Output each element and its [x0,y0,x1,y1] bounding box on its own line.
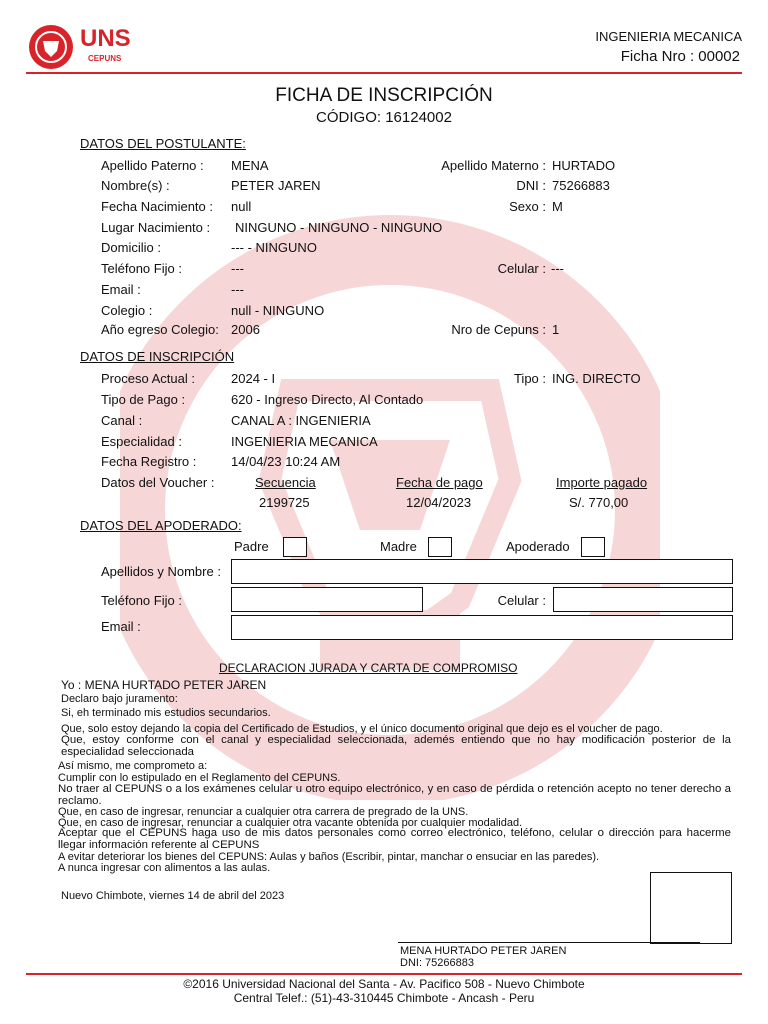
label-fecha-registro: Fecha Registro : [101,454,197,469]
value-lugar-nacimiento: NINGUNO - NINGUNO - NINGUNO [235,220,443,235]
label-sexo: Sexo : [509,199,546,214]
label-apoderado-nombre: Apellidos y Nombre : [101,564,221,579]
declaracion-p10: A evitar deteriorar los bienes del CEPUNS: Aulas y baños (Escribir, pintar, manchar o ensuciar en las paredes). [58,851,600,863]
value-especialidad: INGENIERIA MECANICA [231,434,378,449]
voucher-value-importe: S/. 770,00 [569,495,629,510]
label-celular: Celular : [497,261,546,276]
declaracion-declaro: Declaro bajo juramento: [61,693,178,705]
ficha-number: Ficha Nro : 00002 [620,48,740,65]
uns-logo [28,22,138,72]
school-name: INGENIERIA MECANICA [595,29,742,44]
value-telefono: --- [231,261,244,276]
declaracion-p11: A nunca ingresar con alimentos a las aulas. [58,862,271,874]
declaracion-p4: Así mismo, me comprometo a: [58,760,208,772]
label-apellido-materno: Apellido Materno : [441,158,546,173]
label-dni: DNI : [516,178,546,193]
label-email: Email : [101,282,141,297]
label-domicilio: Domicilio : [101,240,161,255]
footer-line-1: ©2016 Universidad Nacional del Santa - Av. Pacifico 508 - Nuevo Chimbote [183,977,585,991]
page-title: FICHA DE INSCRIPCIÓN [275,85,493,106]
value-tipo-pago: 620 - Ingreso Directo, Al Contado [231,392,424,407]
label-lugar-nacimiento: Lugar Nacimiento : [101,220,211,235]
declaracion-p9: Aceptar que el CEPUNS haga uso de mis datos personales como correo electrónico, teléfono, celular o dirección para hacerme llegar información referente al CEPUNS [58,827,731,851]
checkbox-padre[interactable] [283,537,307,557]
label-fecha-nacimiento: Fecha Nacimiento : [101,199,213,214]
declaracion-p5: Cumplir con lo estipulado en el Reglamento del CEPUNS. [58,772,341,784]
declaracion-p3: Que, estoy conforme con el canal y especialidad seleccionada, ademés entiendo que no hay modificación posterior de la especialidad seleccionada [61,734,731,758]
declaracion-title: DECLARACION JURADA Y CARTA DE COMPROMISO [219,661,518,675]
codigo: CÓDIGO: 16124002 [316,109,452,126]
value-email: --- [231,282,244,297]
label-especialidad: Especialidad : [101,434,182,449]
label-canal: Canal : [101,413,143,428]
header-divider [26,72,742,74]
voucher-value-secuencia: 2199725 [259,495,310,510]
declaracion-p1: Si, eh terminado mis estudios secundarios. [61,707,271,719]
label-apoderado-email: Email : [101,619,141,634]
footer-divider [26,973,742,975]
value-colegio: null - NINGUNO [231,303,325,318]
fingerprint-box [650,872,732,944]
declaracion-yo: Yo : MENA HURTADO PETER JAREN [61,678,267,692]
label-telefono: Teléfono Fijo : [101,261,182,276]
label-voucher: Datos del Voucher : [101,475,215,490]
label-padre: Padre [234,539,269,554]
signature-line [398,942,700,943]
label-madre: Madre [380,539,417,554]
value-nombres: PETER JAREN [231,178,321,193]
value-canal: CANAL A : INGENIERIA [231,413,371,428]
section-apoderado: DATOS DEL APODERADO: [80,518,242,533]
declaracion-p6: No traer al CEPUNS o a los exámenes celular u otro equipo electrónico, y en caso de pérdida o retención acepto no tener derecho a reclamo. [58,783,731,807]
label-tipo: Tipo : [513,371,546,386]
label-colegio: Colegio : [101,303,153,318]
apoderado-nombre-field[interactable] [231,559,733,584]
logo-subtext: CEPUNS [88,54,122,63]
apoderado-celular-field[interactable] [553,587,733,612]
firma-dni: DNI: 75266883 [400,957,474,969]
section-postulante: DATOS DEL POSTULANTE: [80,136,246,151]
label-apoderado: Apoderado [506,539,570,554]
lugar-fecha: Nuevo Chimbote, viernes 14 de abril del 2023 [61,890,285,902]
label-apoderado-celular: Celular : [497,593,546,608]
declaracion-p2: Que, solo estoy dejando la copia del Certificado de Estudios, y el único documento original que dejo es el voucher de pago. [61,723,663,735]
apoderado-email-field[interactable] [231,615,733,640]
value-fecha-registro: 14/04/23 10:24 AM [231,454,341,469]
value-proceso: 2024 - I [231,371,276,386]
voucher-header-fecha: Fecha de pago [396,475,483,490]
apoderado-telefono-field[interactable] [231,587,423,612]
value-nro-cepuns: 1 [552,322,560,337]
label-apellido-paterno: Apellido Paterno : [101,158,204,173]
logo-text: UNS [80,25,131,52]
footer-line-2: Central Telef.: (51)-43-310445 Chimbote - Ancash - Peru [233,991,535,1005]
label-proceso: Proceso Actual : [101,371,195,386]
value-apellido-paterno: MENA [231,158,269,173]
label-apoderado-telefono: Teléfono Fijo : [101,593,182,608]
value-fecha-nacimiento: null [231,199,252,214]
label-nombres: Nombre(s) : [101,178,170,193]
value-dni: 75266883 [552,178,610,193]
voucher-header-secuencia: Secuencia [255,475,316,490]
seal-icon [28,24,74,70]
label-tipo-pago: Tipo de Pago : [101,392,186,407]
label-nro-cepuns: Nro de Cepuns : [451,322,546,337]
value-celular: --- [551,261,564,276]
voucher-header-importe: Importe pagado [556,475,648,490]
voucher-value-fecha: 12/04/2023 [406,495,472,510]
value-anio-egreso: 2006 [231,322,260,337]
checkbox-apoderado[interactable] [581,537,605,557]
label-anio-egreso: Año egreso Colegio: [101,322,219,337]
value-tipo: ING. DIRECTO [552,371,641,386]
firma-nombre: MENA HURTADO PETER JAREN [400,945,567,957]
value-domicilio: --- - NINGUNO [231,240,317,255]
checkbox-madre[interactable] [428,537,452,557]
value-apellido-materno: HURTADO [552,158,616,173]
section-inscripcion: DATOS DE INSCRIPCIÓN [80,349,235,364]
value-sexo: M [552,199,563,214]
declaracion-p7: Que, en caso de ingresar, renunciar a cualquier otra carrera de pregrado de la UNS. [58,806,469,818]
declaracion-p8: Que, en caso de ingresar, renunciar a cualquier otra vacante obtenida por cualquier modalidad. [58,817,523,829]
